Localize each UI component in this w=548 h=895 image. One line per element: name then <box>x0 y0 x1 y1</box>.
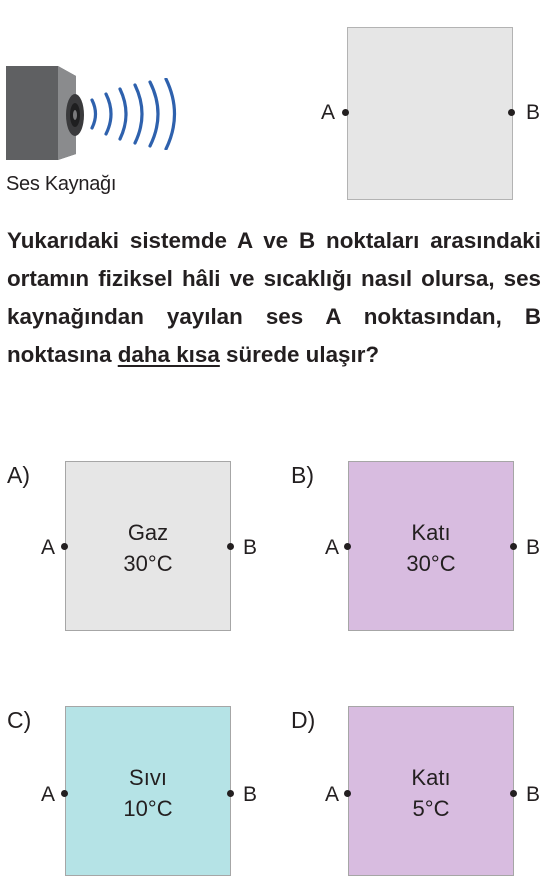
option-a-temperature: 30°C <box>123 551 173 576</box>
option-d-temperature: 5°C <box>412 796 450 821</box>
option-c-point-a-dot <box>61 790 68 797</box>
option-d-letter: D) <box>291 707 316 733</box>
option-b-state: Katı <box>411 520 451 545</box>
option-c-temperature: 10°C <box>123 796 173 821</box>
question-text-before: Yukarıdaki sistemde A ve B noktaları arasındaki ortamın fiziksel hâli ve sıcaklığı nasıl olursa, ses kaynağından yayılan ses A noktasından, B noktasına <box>7 228 541 367</box>
point-a-label: A <box>321 101 336 124</box>
option-d-point-a-dot <box>344 790 351 797</box>
option-d-box[interactable] <box>348 706 514 876</box>
point-b-label: B <box>526 101 541 124</box>
option-a-box[interactable] <box>65 461 231 631</box>
option-c-letter: C) <box>7 707 32 733</box>
option-a-letter: A) <box>7 462 30 488</box>
question-emphasis: daha kısa <box>117 342 220 367</box>
option-d-point-b-label: B <box>526 783 541 806</box>
point-b-dot <box>508 109 515 116</box>
option-c-box[interactable] <box>65 706 231 876</box>
option-a-point-b-dot <box>227 543 234 550</box>
option-d-point-a-label: A <box>325 783 340 806</box>
option-a-state: Gaz <box>127 520 169 545</box>
option-d-state: Katı <box>411 765 451 790</box>
sound-waves-icon <box>86 78 190 150</box>
medium-box <box>347 27 513 200</box>
option-c-point-b-dot <box>227 790 234 797</box>
question-text <box>7 222 541 374</box>
option-b-box[interactable] <box>348 461 514 631</box>
option-c-point-a-label: A <box>41 783 56 806</box>
option-b-letter: B) <box>291 462 314 488</box>
option-b-temperature: 30°C <box>406 551 456 576</box>
option-b-point-b-dot <box>510 543 517 550</box>
option-b-point-a-label: A <box>325 536 340 559</box>
option-b-point-b-label: B <box>526 536 541 559</box>
option-c-state: Sıvı <box>129 765 167 790</box>
point-a-dot <box>342 109 349 116</box>
question-text-after: sürede ulaşır? <box>219 342 380 367</box>
option-b-point-a-dot <box>344 543 351 550</box>
option-c-point-b-label: B <box>243 783 258 806</box>
option-a-point-b-label: B <box>243 536 258 559</box>
option-a-point-a-dot <box>61 543 68 550</box>
sound-source-label: Ses Kaynağı <box>6 173 117 195</box>
option-d-point-b-dot <box>510 790 517 797</box>
option-a-point-a-label: A <box>41 536 56 559</box>
